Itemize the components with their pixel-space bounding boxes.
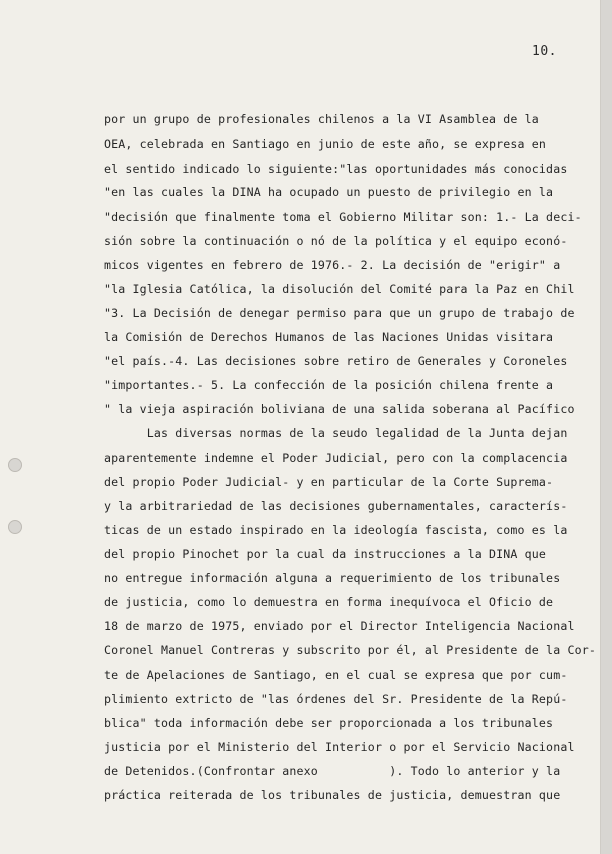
text-line: ticas de un estado inspirado en la ideología fascista, como es la [104, 523, 568, 537]
text-line: plimiento extricto de "las órdenes del Sr. Presidente de la Repú- [104, 692, 568, 706]
text-line: práctica reiterada de los tribunales de justicia, demuestran que [104, 788, 561, 802]
text-line: "la Iglesia Católica, la disolución del Comité para la Paz en Chil [104, 282, 575, 296]
text-line: no entregue información alguna a requerimiento de los tribunales [104, 571, 561, 585]
text-line: y la arbitrariedad de las decisiones gubernamentales, caracterís- [104, 499, 568, 513]
text-line: "3. La Decisión de denegar permiso para que un grupo de trabajo de [104, 306, 575, 320]
text-line: del propio Pinochet por la cual da instrucciones a la DINA que [104, 547, 547, 561]
text-line: sión sobre la continuación o nó de la política y el equipo econó- [104, 234, 568, 248]
text-line: el sentido indicado lo siguiente:"las oportunidades más conocidas [104, 162, 568, 176]
text-line: OEA, celebrada en Santiago en junio de este año, se expresa en [104, 137, 547, 151]
text-line: Coronel Manuel Contreras y subscrito por él, al Presidente de la Cor- [104, 643, 596, 657]
text-line: 18 de marzo de 1975, enviado por el Director Inteligencia Nacional [104, 619, 575, 633]
text-line: de justicia, como lo demuestra en forma inequívoca el Oficio de [104, 595, 554, 609]
text-line: "decisión que finalmente toma el Gobierno Militar son: 1.- La deci- [104, 210, 582, 224]
text-line: "el país.-4. Las decisiones sobre retiro de Generales y Coroneles [104, 354, 568, 368]
text-line: de Detenidos.(Confrontar anexo ). Todo lo anterior y la [104, 764, 561, 778]
text-line: aparentemente indemne el Poder Judicial, pero con la complacencia [104, 451, 568, 465]
text-line: del propio Poder Judicial- y en particular de la Corte Suprema- [104, 475, 554, 489]
text-line: blica" toda información debe ser proporcionada a los tribunales [104, 716, 554, 730]
page-number: 10. [532, 44, 557, 59]
text-line: Las diversas normas de la seudo legalidad de la Junta dejan [104, 426, 568, 440]
text-line: la Comisión de Derechos Humanos de las Naciones Unidas visitara [104, 330, 554, 344]
text-line: micos vigentes en febrero de 1976.- 2. La decisión de "erigir" a [104, 258, 561, 272]
text-line: justicia por el Ministerio del Interior o por el Servicio Nacional [104, 740, 575, 754]
text-line: te de Apelaciones de Santiago, en el cual se expresa que por cum- [104, 668, 568, 682]
text-line: por un grupo de profesionales chilenos a la VI Asamblea de la [104, 112, 539, 126]
text-line: " la vieja aspiración boliviana de una salida soberana al Pacífico [104, 402, 575, 416]
punch-hole [8, 458, 22, 472]
text-line: "en las cuales la DINA ha ocupado un puesto de privilegio en la [104, 185, 554, 199]
punch-hole [8, 520, 22, 534]
text-line: "importantes.- 5. La confección de la posición chilena frente a [104, 378, 554, 392]
